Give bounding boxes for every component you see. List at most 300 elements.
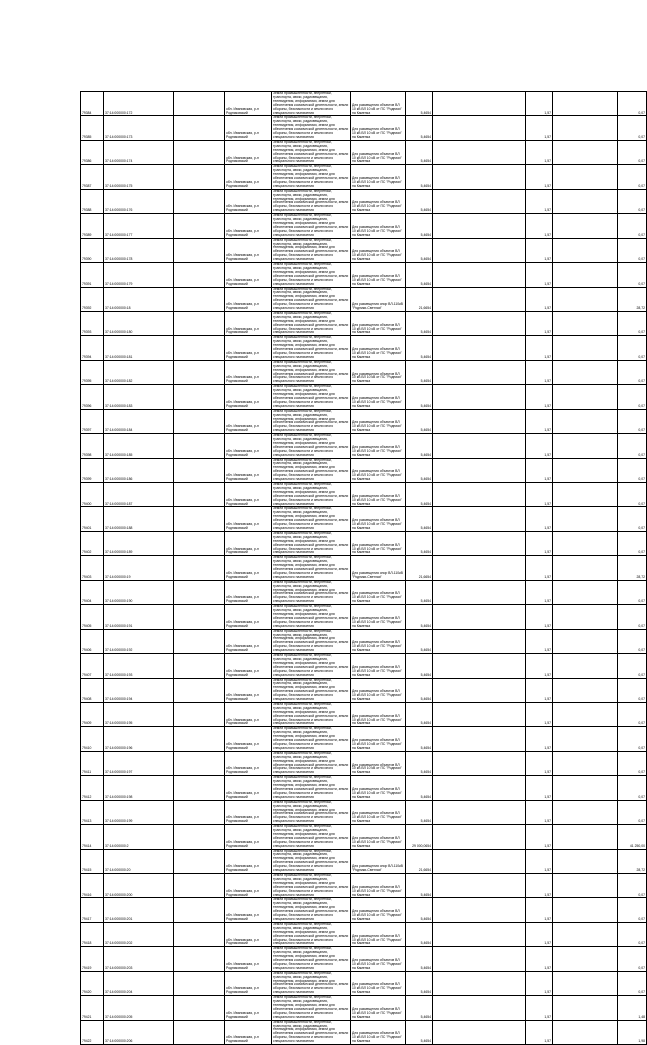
area-value: 5,4654 (406, 336, 433, 360)
land-category: Земли промышленности, энергетики, транспорта, связи, радиовещания, телевидения, информатики, земли для обеспечения космической деятельности, земли обороны, безопасности и земли иного специального назначения (272, 311, 351, 335)
address: обл. Ивановская, р-н Родниковский (225, 1020, 272, 1044)
permitted-use: Для размещения объектов ВЛ 10 кВ ВЛ 10 кВ от ПС "Родники" на Каменка (351, 116, 406, 140)
sum-value: 0,07 (618, 238, 647, 262)
permitted-use: Для размещения объектов ВЛ 10 кВ ВЛ 10 кВ от ПС "Родники" на Каменка (351, 727, 406, 751)
address: обл. Ивановская, р-н Родниковский (225, 702, 272, 726)
permitted-use: Для размещения объектов ВЛ 10 кВ ВЛ 10 кВ от ПС "Родники" на Каменка (351, 458, 406, 482)
empty-cell (174, 409, 225, 433)
rate-value: 1,57 (526, 434, 553, 458)
empty-cell (433, 336, 526, 360)
cadastral-number: 37:14:000000:192 (104, 629, 174, 653)
empty-cell (433, 702, 526, 726)
land-category: Земли промышленности, энергетики, транспорта, связи, радиовещания, телевидения, информатики, земли для обеспечения космической деятельности, земли обороны, безопасности и земли иного специального назначения (272, 336, 351, 360)
rate-value: 1,57 (526, 702, 553, 726)
land-category: Земли промышленности, энергетики, транспорта, связи, радиовещания, телевидения, информатики, земли для обеспечения космической деятельности, земли обороны, безопасности и земли иного специального назначения (272, 849, 351, 873)
rate-value: 1,57 (526, 507, 553, 531)
empty-cell (174, 263, 225, 287)
empty-cell (174, 336, 225, 360)
permitted-use: Для размещения объектов ВЛ 10 кВ ВЛ 10 кВ от ПС "Родники" на Каменка (351, 776, 406, 800)
rate-value: 1,57 (526, 654, 553, 678)
row-id: 79412 (81, 776, 104, 800)
address: обл. Ивановская, р-н Родниковский (225, 874, 272, 898)
empty-cell (433, 971, 526, 995)
empty-cell (174, 874, 225, 898)
rate-value: 1,57 (526, 996, 553, 1020)
rate-value: 1,57 (526, 825, 553, 849)
rate-value: 1,57 (526, 922, 553, 946)
row-id: 79390 (81, 238, 104, 262)
rate-value: 1,57 (526, 898, 553, 922)
rate-value: 1,57 (526, 165, 553, 189)
cadastral-number: 37:14:000000:187 (104, 483, 174, 507)
address: обл. Ивановская, р-н Родниковский (225, 507, 272, 531)
empty-cell (553, 947, 618, 971)
empty-cell (553, 874, 618, 898)
table-row (81, 263, 647, 287)
table-row (81, 702, 647, 726)
empty-cell (174, 165, 225, 189)
empty-cell (433, 165, 526, 189)
area-value: 5,4654 (406, 263, 433, 287)
table-row (81, 92, 647, 116)
cadastral-number: 37:14:000000:189 (104, 531, 174, 555)
row-id: 79402 (81, 531, 104, 555)
land-category: Земли промышленности, энергетики, транспорта, связи, радиовещания, телевидения, информатики, земли для обеспечения космической деятельности, земли обороны, безопасности и земли иного специального назначения (272, 409, 351, 433)
cadastral-number: 37:14:000000:181 (104, 336, 174, 360)
sum-value: 28,72 (618, 287, 647, 311)
address: обл. Ивановская, р-н Родниковский (225, 971, 272, 995)
empty-cell (553, 654, 618, 678)
empty-cell (553, 849, 618, 873)
empty-cell (174, 507, 225, 531)
sum-value: 0,07 (618, 311, 647, 335)
table-row (81, 971, 647, 995)
area-value: 5,4654 (406, 874, 433, 898)
row-id: 79416 (81, 874, 104, 898)
empty-cell (433, 922, 526, 946)
row-id: 79392 (81, 287, 104, 311)
address: обл. Ивановская, р-н Родниковский (225, 189, 272, 213)
address: обл. Ивановская, р-н Родниковский (225, 336, 272, 360)
empty-cell (174, 214, 225, 238)
empty-cell (553, 971, 618, 995)
area-value: 5,4654 (406, 140, 433, 164)
sum-value: 0,07 (618, 800, 647, 824)
sum-value: 0,07 (618, 385, 647, 409)
permitted-use: Для размещения объектов ВЛ 10 кВ ВЛ 10 кВ от ПС "Родники" на Каменка (351, 947, 406, 971)
empty-cell (174, 629, 225, 653)
rate-value: 1,57 (526, 849, 553, 873)
sum-value: 0,07 (618, 580, 647, 604)
area-value: 5,4654 (406, 92, 433, 116)
sum-value: 0,07 (618, 751, 647, 775)
row-id: 79418 (81, 922, 104, 946)
table-row (81, 238, 647, 262)
area-value: 5,4654 (406, 751, 433, 775)
sum-value: 0,07 (618, 605, 647, 629)
row-id: 79394 (81, 336, 104, 360)
land-category: Земли промышленности, энергетики, транспорта, связи, радиовещания, телевидения, информатики, земли для обеспечения космической деятельности, земли обороны, безопасности и земли иного специального назначения (272, 874, 351, 898)
empty-cell (433, 996, 526, 1020)
sum-value: 0,07 (618, 922, 647, 946)
empty-cell (174, 92, 225, 116)
empty-cell (433, 1020, 526, 1044)
sum-value: 0,07 (618, 458, 647, 482)
table-row (81, 336, 647, 360)
land-category: Земли промышленности, энергетики, транспорта, связи, радиовещания, телевидения, информатики, земли для обеспечения космической деятельности, земли обороны, безопасности и земли иного специального назначения (272, 629, 351, 653)
permitted-use: Для размещения объектов ВЛ 10 кВ ВЛ 10 кВ от ПС "Родники" на Каменка (351, 678, 406, 702)
empty-cell (553, 238, 618, 262)
sum-value: 0,07 (618, 165, 647, 189)
area-value: 5,4654 (406, 1020, 433, 1044)
rate-value: 1,57 (526, 360, 553, 384)
land-category: Земли промышленности, энергетики, транспорта, связи, радиовещания, телевидения, информатики, земли для обеспечения космической деятельности, земли обороны, безопасности и земли иного специального назначения (272, 214, 351, 238)
sum-value: 0,07 (618, 214, 647, 238)
land-category: Земли промышленности, энергетики, транспорта, связи, радиовещания, телевидения, информатики, земли для обеспечения космической деятельности, земли обороны, безопасности и земли иного специального назначения (272, 360, 351, 384)
empty-cell (553, 800, 618, 824)
land-category: Земли промышленности, энергетики, транспорта, связи, радиовещания, телевидения, информатики, земли для обеспечения космической деятельности, земли обороны, безопасности и земли иного специального назначения (272, 727, 351, 751)
permitted-use: Для размещения объектов ВЛ 10 кВ ВЛ 10 кВ от ПС "Родники" на Каменка (351, 385, 406, 409)
table-row (81, 580, 647, 604)
table-row (81, 605, 647, 629)
address: обл. Ивановская, р-н Родниковский (225, 409, 272, 433)
address: обл. Ивановская, р-н Родниковский (225, 776, 272, 800)
address: обл. Ивановская, р-н Родниковский (225, 483, 272, 507)
empty-cell (433, 678, 526, 702)
address: обл. Ивановская, р-н Родниковский (225, 580, 272, 604)
empty-cell (433, 360, 526, 384)
land-category: Земли промышленности, энергетики, транспорта, связи, радиовещания, телевидения, информатики, земли для обеспечения космической деятельности, земли обороны, безопасности и земли иного специального назначения (272, 238, 351, 262)
table-row (81, 776, 647, 800)
cadastral-number: 37:14:000000:196 (104, 727, 174, 751)
cadastral-number: 37:14:000000:178 (104, 238, 174, 262)
sum-value: 0,07 (618, 971, 647, 995)
address: обл. Ивановская, р-н Родниковский (225, 654, 272, 678)
cadastral-number: 37:14:000000:183 (104, 385, 174, 409)
table-row (81, 678, 647, 702)
table-row (81, 922, 647, 946)
land-category: Земли промышленности, энергетики, транспорта, связи, радиовещания, телевидения, информатики, земли для обеспечения космической деятельности, земли обороны, безопасности и земли иного специального назначения (272, 385, 351, 409)
empty-cell (553, 360, 618, 384)
empty-cell (433, 654, 526, 678)
row-id: 79411 (81, 751, 104, 775)
address: обл. Ивановская, р-н Родниковский (225, 531, 272, 555)
permitted-use: Для размещения опор ВЛ-110кВ "Родники-Светлая" (351, 556, 406, 580)
permitted-use: Для размещения объектов ВЛ 10 кВ ВЛ 10 кВ от ПС "Родники" на Каменка (351, 238, 406, 262)
table-row (81, 189, 647, 213)
empty-cell (433, 507, 526, 531)
empty-cell (174, 825, 225, 849)
area-value: 5,4654 (406, 898, 433, 922)
area-value: 5,4654 (406, 385, 433, 409)
sum-value: 0,07 (618, 483, 647, 507)
empty-cell (553, 434, 618, 458)
cadastral-number: 37:14:000000:18 (104, 287, 174, 311)
area-value: 5,4654 (406, 238, 433, 262)
rate-value: 1,57 (526, 311, 553, 335)
empty-cell (553, 825, 618, 849)
empty-cell (174, 776, 225, 800)
empty-cell (433, 263, 526, 287)
sum-value: 0,07 (618, 507, 647, 531)
empty-cell (433, 458, 526, 482)
row-id: 79398 (81, 434, 104, 458)
permitted-use: Для размещения опор ВЛ-110кВ "Родники-Светлая" (351, 849, 406, 873)
empty-cell (174, 238, 225, 262)
cadastral-number: 37:14:000000:174 (104, 140, 174, 164)
empty-cell (553, 189, 618, 213)
table-row (81, 727, 647, 751)
permitted-use: Для размещения объектов ВЛ 10 кВ ВЛ 10 кВ от ПС "Родники" на Каменка (351, 434, 406, 458)
permitted-use: Для размещения объектов ВЛ 10 кВ ВЛ 10 кВ от ПС "Родники" на Каменка (351, 654, 406, 678)
row-id: 79419 (81, 947, 104, 971)
sum-value: 1,98 (618, 1020, 647, 1044)
sum-value: 0,07 (618, 360, 647, 384)
empty-cell (553, 629, 618, 653)
land-category: Земли промышленности, энергетики, транспорта, связи, радиовещания, телевидения, информатики, земли для обеспечения космической деятельности, земли обороны, безопасности и земли иного специального назначения (272, 702, 351, 726)
row-id: 79407 (81, 654, 104, 678)
address: обл. Ивановская, р-н Родниковский (225, 385, 272, 409)
row-id: 79391 (81, 263, 104, 287)
table-row (81, 140, 647, 164)
address: обл. Ивановская, р-н Родниковский (225, 116, 272, 140)
empty-cell (433, 409, 526, 433)
address: обл. Ивановская, р-н Родниковский (225, 947, 272, 971)
empty-cell (174, 360, 225, 384)
sum-value: 0,07 (618, 116, 647, 140)
row-id: 79388 (81, 189, 104, 213)
empty-cell (433, 629, 526, 653)
empty-cell (433, 751, 526, 775)
row-id: 79417 (81, 898, 104, 922)
empty-cell (433, 727, 526, 751)
row-id: 79384 (81, 92, 104, 116)
cadastral-number: 37:14:000000:197 (104, 751, 174, 775)
permitted-use: Для размещения опор ВЛ-110кВ "Родники-Светлая" (351, 287, 406, 311)
cadastral-number: 37:14:000000:188 (104, 507, 174, 531)
address: обл. Ивановская, р-н Родниковский (225, 263, 272, 287)
address: обл. Ивановская, р-н Родниковский (225, 238, 272, 262)
cadastral-number: 37:14:000000:203 (104, 947, 174, 971)
empty-cell (433, 238, 526, 262)
empty-cell (174, 996, 225, 1020)
land-register-table (80, 91, 647, 1045)
permitted-use: Для размещения объектов ВЛ 10 кВ ВЛ 10 кВ от ПС "Родники" на Каменка (351, 92, 406, 116)
empty-cell (553, 776, 618, 800)
address: обл. Ивановская, р-н Родниковский (225, 360, 272, 384)
area-value: 5,4654 (406, 189, 433, 213)
table-row (81, 898, 647, 922)
area-value: 5,4654 (406, 922, 433, 946)
sum-value: 0,07 (618, 531, 647, 555)
sum-value: 0,07 (618, 678, 647, 702)
row-id: 79397 (81, 409, 104, 433)
table-row (81, 434, 647, 458)
sum-value: 41 250,00 (618, 825, 647, 849)
empty-cell (174, 116, 225, 140)
rate-value: 1,57 (526, 776, 553, 800)
sum-value: 0,07 (618, 874, 647, 898)
address: обл. Ивановская, р-н Родниковский (225, 92, 272, 116)
table-row (81, 825, 647, 849)
row-id: 79408 (81, 678, 104, 702)
permitted-use: Для размещения объектов ВЛ 10 кВ ВЛ 10 кВ от ПС "Родники" на Каменка (351, 800, 406, 824)
table-row (81, 483, 647, 507)
row-id: 79422 (81, 1020, 104, 1044)
sum-value: 0,07 (618, 140, 647, 164)
area-value: 5,4654 (406, 776, 433, 800)
empty-cell (553, 409, 618, 433)
row-id: 79420 (81, 971, 104, 995)
land-category: Земли промышленности, энергетики, транспорта, связи, радиовещания, телевидения, информатики, земли для обеспечения космической деятельности, земли обороны, безопасности и земли иного специального назначения (272, 483, 351, 507)
row-id: 79404 (81, 580, 104, 604)
table-row (81, 214, 647, 238)
table-row (81, 629, 647, 653)
empty-cell (433, 92, 526, 116)
land-category: Земли промышленности, энергетики, транспорта, связи, радиовещания, телевидения, информатики, земли для обеспечения космической деятельности, земли обороны, безопасности и земли иного специального назначения (272, 263, 351, 287)
cadastral-number: 37:14:000000:175 (104, 165, 174, 189)
cadastral-number: 37:14:000000:176 (104, 189, 174, 213)
cadastral-number: 37:14:000000:190 (104, 580, 174, 604)
empty-cell (553, 336, 618, 360)
table-row (81, 531, 647, 555)
rate-value: 1,57 (526, 238, 553, 262)
empty-cell (433, 556, 526, 580)
table-row (81, 458, 647, 482)
cadastral-number: 37:14:000000:19 (104, 556, 174, 580)
empty-cell (553, 702, 618, 726)
land-category: Земли промышленности, энергетики, транспорта, связи, радиовещания, телевидения, информатики, земли для обеспечения космической деятельности, земли обороны, безопасности и земли иного специального назначения (272, 678, 351, 702)
empty-cell (433, 776, 526, 800)
rate-value: 1,57 (526, 556, 553, 580)
rate-value: 1,57 (526, 531, 553, 555)
empty-cell (174, 458, 225, 482)
cadastral-number: 37:14:000000:182 (104, 360, 174, 384)
cadastral-number: 37:14:000000:186 (104, 458, 174, 482)
empty-cell (553, 580, 618, 604)
area-value: 5,4654 (406, 971, 433, 995)
address: обл. Ивановская, р-н Родниковский (225, 434, 272, 458)
empty-cell (174, 727, 225, 751)
empty-cell (553, 556, 618, 580)
cadastral-number: 37:14:000000:191 (104, 605, 174, 629)
permitted-use: Для размещения объектов ВЛ 10 кВ ВЛ 10 кВ от ПС "Родники" на Каменка (351, 360, 406, 384)
land-category: Земли промышленности, энергетики, транспорта, связи, радиовещания, телевидения, информатики, земли для обеспечения космической деятельности, земли обороны, безопасности и земли иного специального назначения (272, 580, 351, 604)
row-id: 79399 (81, 458, 104, 482)
table-row (81, 654, 647, 678)
permitted-use: Для размещения объектов ВЛ 10 кВ ВЛ 10 кВ от ПС "Родники" на Каменка (351, 874, 406, 898)
empty-cell (174, 434, 225, 458)
cadastral-number: 37:14:000000:2 (104, 825, 174, 849)
empty-cell (174, 849, 225, 873)
land-category: Земли промышленности, энергетики, транспорта, связи, радиовещания, телевидения, информатики, земли для обеспечения космической деятельности, земли обороны, безопасности и земли иного специального назначения (272, 947, 351, 971)
empty-cell (433, 287, 526, 311)
cadastral-number: 37:14:000000:184 (104, 409, 174, 433)
land-category: Земли промышленности, энергетики, транспорта, связи, радиовещания, телевидения, информатики, земли для обеспечения космической деятельности, земли обороны, безопасности и земли иного специального назначения (272, 776, 351, 800)
address: обл. Ивановская, р-н Родниковский (225, 996, 272, 1020)
permitted-use: Для размещения объектов ВЛ 10 кВ ВЛ 10 кВ от ПС "Родники" на Каменка (351, 189, 406, 213)
empty-cell (174, 287, 225, 311)
rate-value: 1,57 (526, 140, 553, 164)
rate-value: 1,57 (526, 751, 553, 775)
rate-value: 1,57 (526, 336, 553, 360)
row-id: 79415 (81, 849, 104, 873)
row-id: 79385 (81, 116, 104, 140)
table-row (81, 751, 647, 775)
area-value: 5,4654 (406, 360, 433, 384)
table-row (81, 1020, 647, 1044)
cadastral-number: 37:14:000000:179 (104, 263, 174, 287)
empty-cell (433, 311, 526, 335)
land-category: Земли промышленности, энергетики, транспорта, связи, радиовещания, телевидения, информатики, земли для обеспечения космической деятельности, земли обороны, безопасности и земли иного специального назначения (272, 996, 351, 1020)
area-value: 5,4654 (406, 800, 433, 824)
cadastral-number: 37:14:000000:185 (104, 434, 174, 458)
empty-cell (553, 263, 618, 287)
table-row (81, 360, 647, 384)
table-row (81, 849, 647, 873)
table-row (81, 385, 647, 409)
land-category: Земли промышленности, энергетики, транспорта, связи, радиовещания, телевидения, информатики, земли для обеспечения космической деятельности, земли обороны, безопасности и земли иного специального назначения (272, 898, 351, 922)
empty-cell (433, 116, 526, 140)
empty-cell (433, 189, 526, 213)
table-row (81, 311, 647, 335)
address: обл. Ивановская, р-н Родниковский (225, 214, 272, 238)
sum-value: 0,07 (618, 92, 647, 116)
empty-cell (553, 116, 618, 140)
permitted-use: Для размещения объектов ВЛ 10 кВ ВЛ 10 кВ от ПС "Родники" на Каменка (351, 702, 406, 726)
permitted-use: Для размещения объектов ВЛ 10 кВ ВЛ 10 кВ от ПС "Родники" на Каменка (351, 531, 406, 555)
rate-value: 1,57 (526, 458, 553, 482)
rate-value: 1,57 (526, 263, 553, 287)
row-id: 79406 (81, 629, 104, 653)
empty-cell (174, 311, 225, 335)
cadastral-number: 37:14:000000:172 (104, 92, 174, 116)
area-value: 5,4654 (406, 605, 433, 629)
table-row (81, 507, 647, 531)
empty-cell (553, 165, 618, 189)
empty-cell (433, 800, 526, 824)
sum-value: 0,07 (618, 702, 647, 726)
empty-cell (553, 458, 618, 482)
empty-cell (433, 434, 526, 458)
empty-cell (433, 874, 526, 898)
rate-value: 1,57 (526, 874, 553, 898)
area-value: 21,6654 (406, 287, 433, 311)
land-category: Земли промышленности, энергетики, транспорта, связи, радиовещания, телевидения, информатики, земли для обеспечения космической деятельности, земли обороны, безопасности и земли иного специального назначения (272, 751, 351, 775)
empty-cell (174, 751, 225, 775)
row-id: 79386 (81, 140, 104, 164)
address: обл. Ивановская, р-н Родниковский (225, 287, 272, 311)
address: обл. Ивановская, р-н Родниковский (225, 849, 272, 873)
land-category: Земли промышленности, энергетики, транспорта, связи, радиовещания, телевидения, информатики, земли для обеспечения космической деятельности, земли обороны, безопасности и земли иного специального назначения (272, 556, 351, 580)
land-category: Земли промышленности, энергетики, транспорта, связи, радиовещания, телевидения, информатики, земли для обеспечения космической деятельности, земли обороны, безопасности и земли иного специального назначения (272, 92, 351, 116)
land-category: Земли промышленности, энергетики, транспорта, связи, радиовещания, телевидения, информатики, земли для обеспечения космической деятельности, земли обороны, безопасности и земли иного специального назначения (272, 531, 351, 555)
permitted-use: Для размещения объектов ВЛ 10 кВ ВЛ 10 кВ от ПС "Родники" на Каменка (351, 629, 406, 653)
sum-value: 0,07 (618, 947, 647, 971)
land-category: Земли промышленности, энергетики, транспорта, связи, радиовещания, телевидения, информатики, земли для обеспечения космической деятельности, земли обороны, безопасности и земли иного специального назначения (272, 1020, 351, 1044)
empty-cell (174, 654, 225, 678)
cadastral-number: 37:14:000000:204 (104, 971, 174, 995)
land-category: Земли промышленности, энергетики, транспорта, связи, радиовещания, телевидения, информатики, земли для обеспечения космической деятельности, земли обороны, безопасности и земли иного специального назначения (272, 971, 351, 995)
permitted-use: Для размещения объектов ВЛ 10 кВ ВЛ 10 кВ от ПС "Родники" на Каменка (351, 483, 406, 507)
sum-value: 0,07 (618, 898, 647, 922)
empty-cell (553, 727, 618, 751)
cadastral-number: 37:14:000000:180 (104, 311, 174, 335)
permitted-use: Для размещения объектов ВЛ 10 кВ ВЛ 10 кВ от ПС "Родники" на Каменка (351, 507, 406, 531)
table-row (81, 409, 647, 433)
row-id: 79413 (81, 800, 104, 824)
permitted-use: Для размещения объектов ВЛ 10 кВ ВЛ 10 кВ от ПС "Родники" на Каменка (351, 751, 406, 775)
